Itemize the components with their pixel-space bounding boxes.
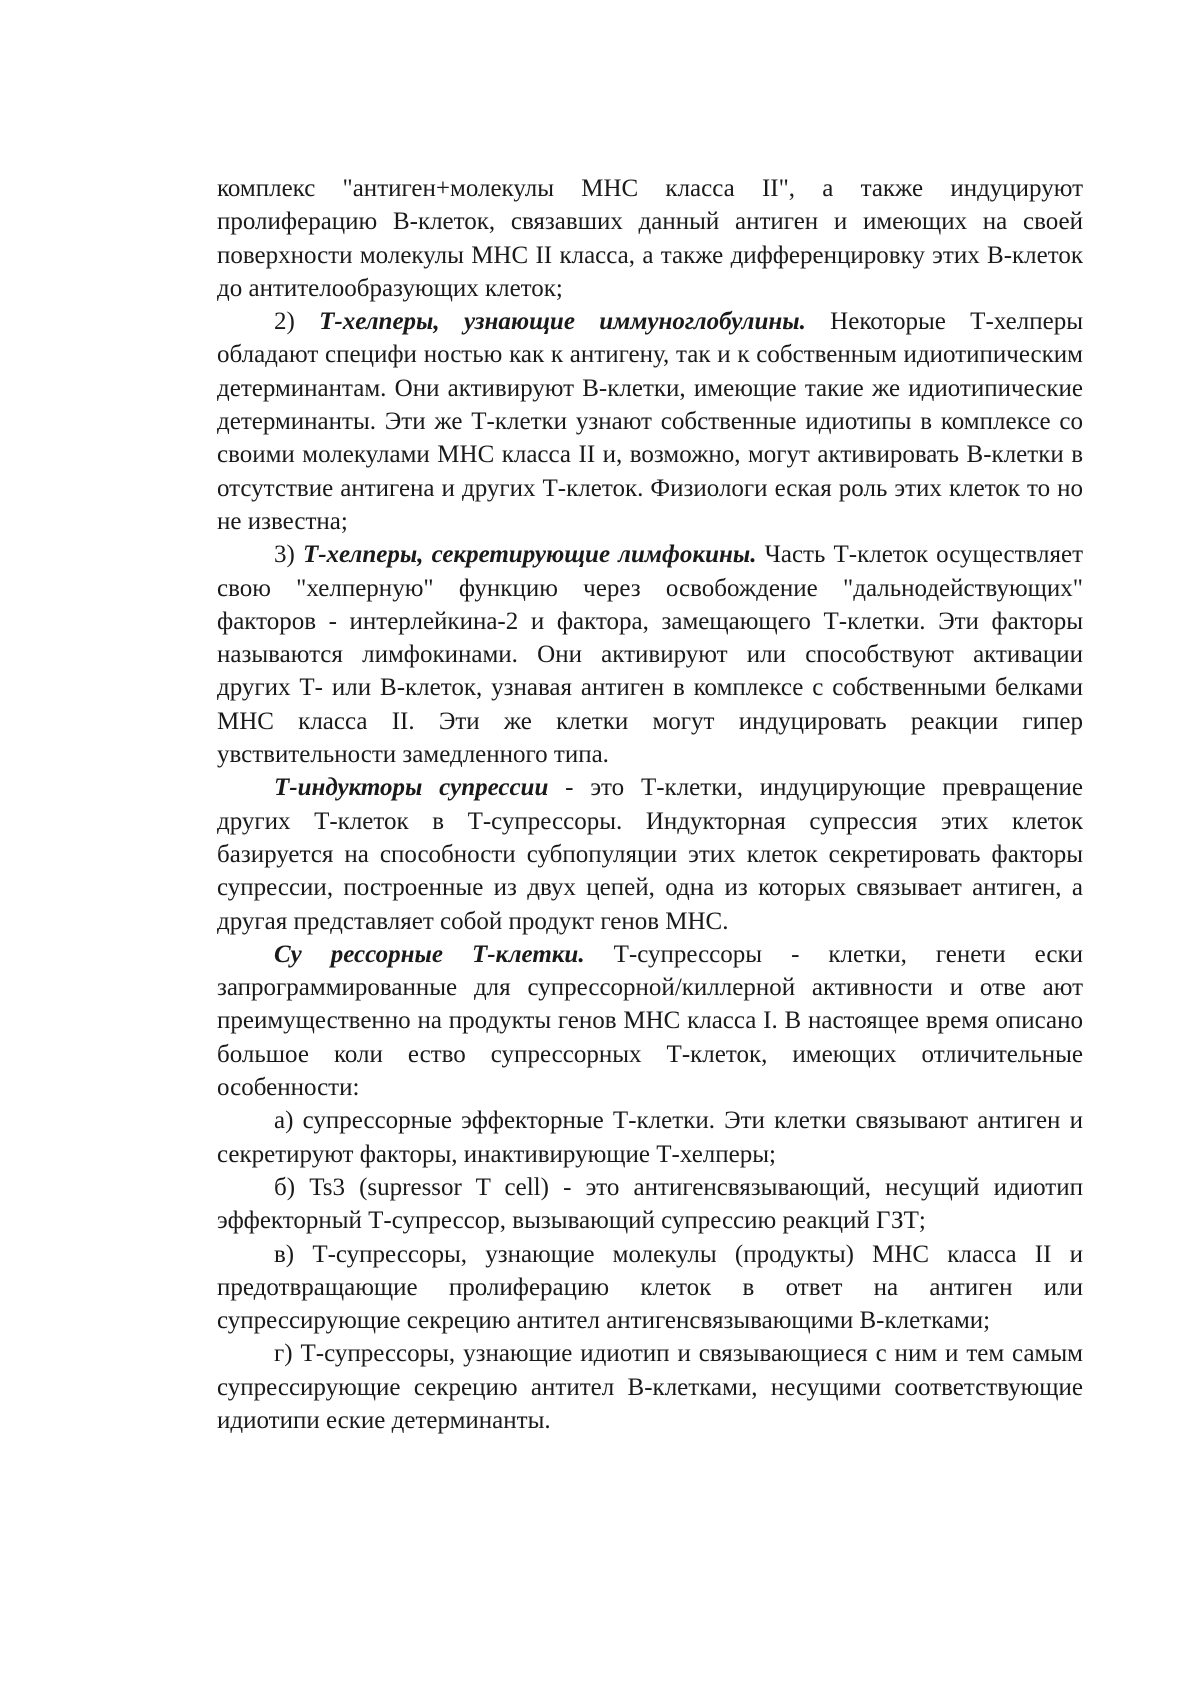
section-heading: Т-индукторы супрессии	[274, 774, 549, 802]
paragraph-t-helpers-immunoglobulins	[217, 305, 1083, 538]
paragraph-text: в) Т-супрессоры, узнающие молекулы (продукты) МНС класса II и предотвращающие пролиферацию клеток в ответ на антиген или супрессирующие секрецию антител антигенсвязывающими В-клетками;	[217, 1240, 1083, 1335]
paragraph-t-inductors-suppression	[217, 771, 1083, 937]
paragraph-text: Некоторые Т-хелперы обладают специфи ностью как к антигену, так и к собственным идиотипическим детерминантам. Они активируют В-клетки, имеющие такие же идиотипические детерминанты. Эти же Т-клетки узнают собственные идиотипы в комплексе со своими молекулами МНС класса II и, возможно, могут активировать В-клетки в отсутствие антигена и других Т-клеток. Физиологи еская роль этих клеток то но не известна;	[217, 308, 1083, 535]
paragraph-mhc-complex	[217, 172, 1083, 305]
section-heading: Су рессорные Т-клетки.	[274, 940, 585, 968]
list-item-b	[217, 1171, 1083, 1238]
paragraph-text: б) Ts3 (supressor T cell) - это антигенсвязывающий, несущий идиотип эффекторный Т-супрессор, вызывающий супрессию реакций ГЗТ;	[217, 1173, 1083, 1235]
paragraph-text: комплекс "антиген+молекулы МНС класса II", а также индуцируют пролиферацию В-клеток, связавших данный антиген и имеющих на своей поверхности молекулы МНС II класса, а также дифференцировку этих В-клеток до антителообразующих клеток;	[217, 175, 1083, 302]
paragraph-text: - это Т-клетки, индуцирующие превращение других Т-клеток в Т-супрессоры. Индукторная супрессия этих клеток базируется на способности субпопуляции этих клеток секретировать факторы супрессии, построенные из двух цепей, одна из которых связывает антиген, а другая представляет собой продукт генов МНС.	[217, 774, 1083, 935]
section-heading: Т-хелперы, секретирующие лимфокины.	[302, 541, 757, 569]
paragraph-text: г) Т-супрессоры, узнающие идиотип и связывающиеся с ним и тем самым супрессирующие секрецию антител В-клетками, несущими соответствующие идиотипи еские детерминанты.	[217, 1340, 1083, 1434]
list-number: 2)	[274, 308, 320, 336]
paragraph-text: а) супрессорные эффекторные Т-клетки. Эти клетки связывают антиген и секретируют факторы, инактивирующие Т-хелперы;	[217, 1107, 1083, 1168]
list-item-g	[217, 1337, 1083, 1437]
paragraph-suppressor-t-cells	[217, 938, 1083, 1104]
list-number: 3)	[274, 541, 303, 569]
document-page	[217, 172, 1083, 1437]
section-heading: Т-хелперы, узнающие иммуноглобулины.	[319, 308, 806, 336]
list-item-v	[217, 1238, 1083, 1338]
list-item-a	[217, 1104, 1083, 1171]
paragraph-text: Часть Т-клеток осуществляет свою "хелперную" функцию через освобождение "дальнодействующих" факторов - интерлейкина-2 и фактора, замещающего Т-клетки. Эти факторы называются лимфокинами. Они активируют или способствуют активации других Т- или В-клеток, узнавая антиген в комплексе с собственными белками МНС класса II. Эти же клетки могут индуцировать реакции гипер увствительности замедленного типа.	[217, 541, 1084, 769]
paragraph-text: Т-супрессоры - клетки, генети ески запрограммированные для супрессорной/киллерной активности и отве ают преимущественно на продукты генов МНС класса I. В настоящее время описано большое коли ество супрессорных Т-клеток, имеющих отличительные особенности:	[217, 940, 1083, 1102]
paragraph-t-helpers-lymphokines	[217, 538, 1083, 771]
